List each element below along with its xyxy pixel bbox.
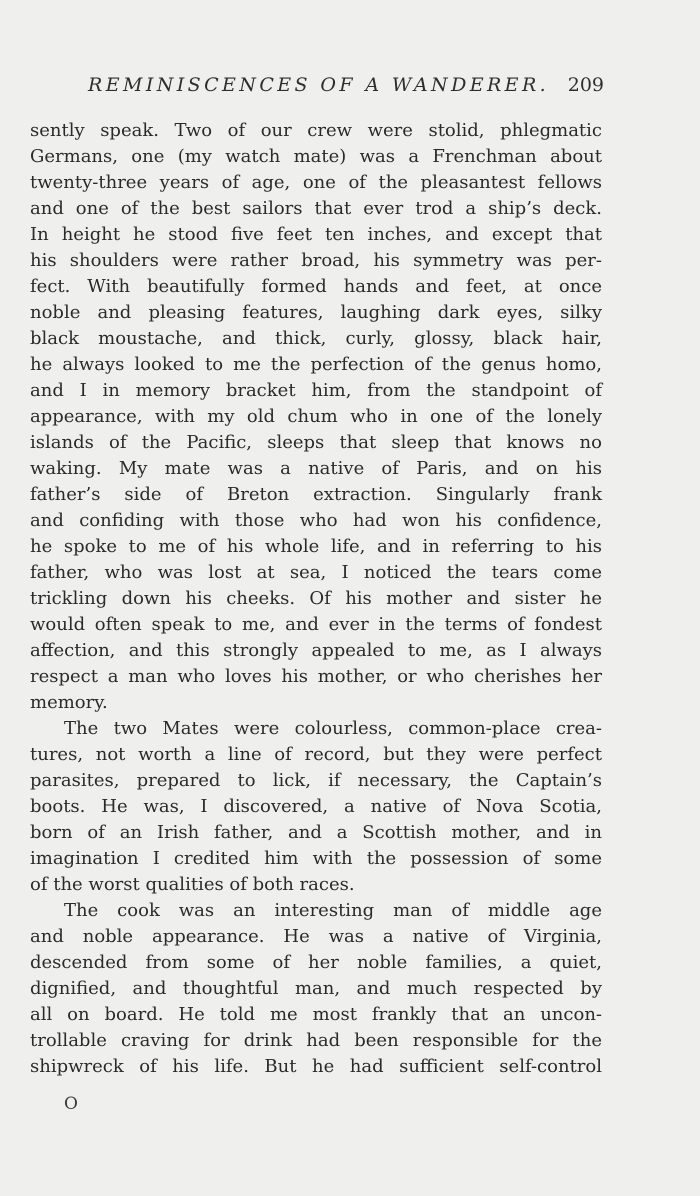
text-line: fect. With beautifully formed hands and feet, at once bbox=[30, 276, 602, 297]
text-line: respect a man who loves his mother, or who cherishes her bbox=[30, 666, 602, 687]
running-title: REMINISCENCES OF A WANDERER. bbox=[88, 74, 550, 96]
body-text bbox=[30, 118, 602, 1080]
text-line: would often speak to me, and ever in the terms of fondest bbox=[30, 614, 602, 635]
text-line: appearance, with my old chum who in one of the lonely bbox=[30, 406, 602, 427]
text-line: dignified, and thoughtful man, and much respected by bbox=[30, 978, 602, 999]
text-line: sently speak. Two of our crew were stolid, phlegmatic bbox=[30, 120, 602, 141]
paragraph-1 bbox=[30, 118, 602, 716]
text-line: The cook was an interesting man of middle age bbox=[64, 900, 602, 921]
page-number: 209 bbox=[567, 74, 604, 96]
text-line: shipwreck of his life. But he had sufficient self-control bbox=[30, 1056, 602, 1077]
text-line: affection, and this strongly appealed to me, as I always bbox=[30, 640, 602, 661]
text-line: tures, not worth a line of record, but they were perfect bbox=[30, 744, 602, 765]
text-line: twenty-three years of age, one of the pleasantest fellows bbox=[30, 172, 602, 193]
text-line: islands of the Pacific, sleeps that sleep that knows no bbox=[30, 432, 602, 453]
text-line: imagination I credited him with the possession of some bbox=[30, 848, 602, 869]
text-line: he always looked to me the perfection of the genus homo, bbox=[30, 354, 602, 375]
text-line: and confiding with those who had won his confidence, bbox=[30, 510, 602, 531]
text-line: memory. bbox=[30, 692, 108, 713]
text-line: noble and pleasing features, laughing dark eyes, silky bbox=[30, 302, 602, 323]
paragraph-3 bbox=[30, 898, 602, 1080]
page-header bbox=[88, 74, 604, 102]
text-line: and noble appearance. He was a native of Virginia, bbox=[30, 926, 602, 947]
text-line: of the worst qualities of both races. bbox=[30, 874, 355, 895]
text-line: The two Mates were colourless, common-place crea- bbox=[64, 718, 602, 739]
signature-mark: O bbox=[64, 1094, 78, 1114]
text-line: Germans, one (my watch mate) was a Frenchman about bbox=[30, 146, 602, 167]
text-line: descended from some of her noble families, a quiet, bbox=[30, 952, 602, 973]
text-line: father, who was lost at sea, I noticed the tears come bbox=[30, 562, 602, 583]
text-line: his shoulders were rather broad, his symmetry was per- bbox=[30, 250, 602, 271]
text-line: waking. My mate was a native of Paris, and on his bbox=[30, 458, 602, 479]
text-line: parasites, prepared to lick, if necessary, the Captain’s bbox=[30, 770, 602, 791]
text-line: In height he stood five feet ten inches, and except that bbox=[30, 224, 602, 245]
text-line: trickling down his cheeks. Of his mother and sister he bbox=[30, 588, 602, 609]
text-line: and I in memory bracket him, from the standpoint of bbox=[30, 380, 602, 401]
text-line: trollable craving for drink had been responsible for the bbox=[30, 1030, 602, 1051]
text-line: boots. He was, I discovered, a native of Nova Scotia, bbox=[30, 796, 602, 817]
text-line: all on board. He told me most frankly that an uncon- bbox=[30, 1004, 602, 1025]
text-line: he spoke to me of his whole life, and in referring to his bbox=[30, 536, 602, 557]
text-line: father’s side of Breton extraction. Singularly frank bbox=[30, 484, 602, 505]
text-line: born of an Irish father, and a Scottish mother, and in bbox=[30, 822, 602, 843]
text-line: black moustache, and thick, curly, glossy, black hair, bbox=[30, 328, 602, 349]
paragraph-2 bbox=[30, 716, 602, 898]
text-line: and one of the best sailors that ever trod a ship’s deck. bbox=[30, 198, 602, 219]
